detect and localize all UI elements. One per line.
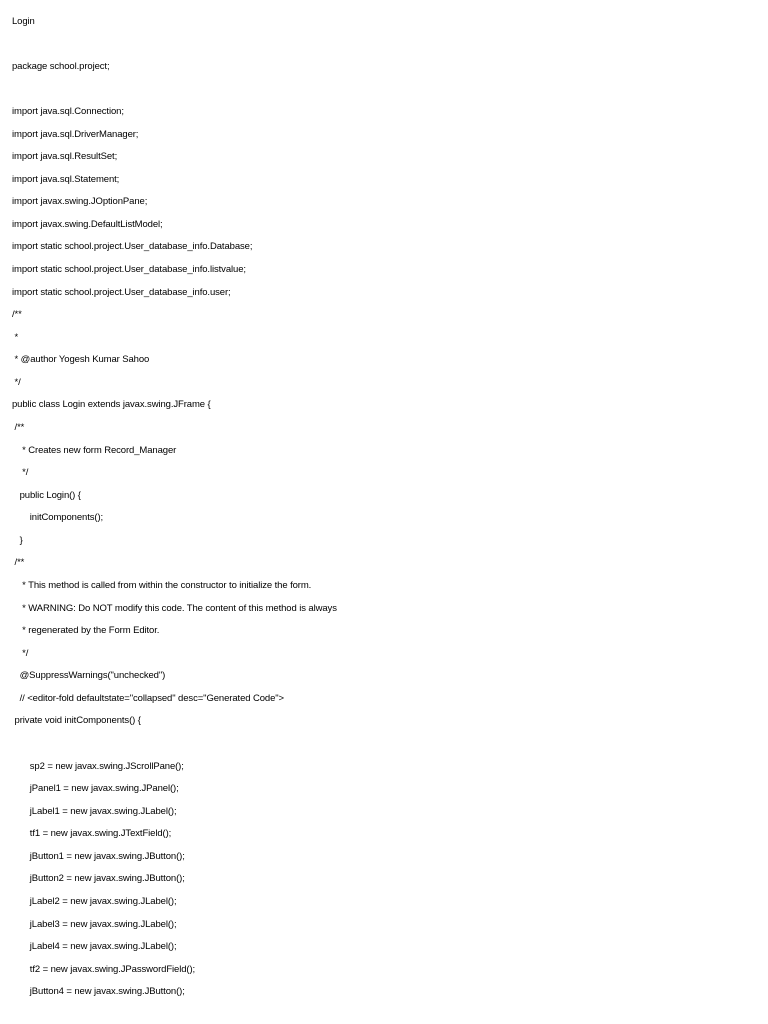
code-line: * regenerated by the Form Editor. bbox=[12, 625, 160, 636]
code-line: jPanel1 = new javax.swing.JPanel(); bbox=[12, 783, 179, 794]
code-line: jLabel2 = new javax.swing.JLabel(); bbox=[12, 896, 177, 907]
code-line: public class Login extends javax.swing.JFrame { bbox=[12, 399, 211, 410]
code-line: import static school.project.User_database_info.Database; bbox=[12, 241, 253, 252]
code-line: */ bbox=[12, 377, 21, 388]
code-line: package school.project; bbox=[12, 61, 110, 72]
code-line: tf2 = new javax.swing.JPasswordField(); bbox=[12, 964, 196, 975]
code-line: import java.sql.Connection; bbox=[12, 106, 124, 117]
code-line: initComponents(); bbox=[12, 512, 104, 523]
code-line: import java.sql.Statement; bbox=[12, 174, 120, 185]
code-line: import java.sql.ResultSet; bbox=[12, 151, 118, 162]
code-line: * WARNING: Do NOT modify this code. The content of this method is always bbox=[12, 603, 337, 614]
code-line: } bbox=[12, 535, 23, 546]
code-line: import javax.swing.DefaultListModel; bbox=[12, 219, 163, 230]
code-line: jButton4 = new javax.swing.JButton(); bbox=[12, 986, 185, 997]
code-line: */ bbox=[12, 648, 29, 659]
code-line: /** bbox=[12, 309, 22, 320]
code-line: jButton1 = new javax.swing.JButton(); bbox=[12, 851, 185, 862]
code-line: import java.sql.DriverManager; bbox=[12, 129, 139, 140]
code-line: tf1 = new javax.swing.JTextField(); bbox=[12, 828, 172, 839]
code-line: private void initComponents() { bbox=[12, 715, 141, 726]
code-line: @SuppressWarnings("unchecked") bbox=[12, 670, 166, 681]
code-line: import static school.project.User_database_info.listvalue; bbox=[12, 264, 246, 275]
code-line: public Login() { bbox=[12, 490, 81, 501]
document-title: Login bbox=[12, 16, 35, 27]
code-line: jLabel4 = new javax.swing.JLabel(); bbox=[12, 941, 177, 952]
code-line: import static school.project.User_database_info.user; bbox=[12, 287, 231, 298]
code-line: * Creates new form Record_Manager bbox=[12, 445, 177, 456]
code-line: jButton2 = new javax.swing.JButton(); bbox=[12, 873, 185, 884]
code-line: * bbox=[12, 332, 19, 343]
code-line: import javax.swing.JOptionPane; bbox=[12, 196, 148, 207]
code-line: * @author Yogesh Kumar Sahoo bbox=[12, 354, 150, 365]
code-line: /** bbox=[12, 557, 25, 568]
code-line: jLabel3 = new javax.swing.JLabel(); bbox=[12, 919, 177, 930]
code-line: /** bbox=[12, 422, 25, 433]
code-line: jLabel1 = new javax.swing.JLabel(); bbox=[12, 806, 177, 817]
code-line: // <editor-fold defaultstate="collapsed" desc="Generated Code"> bbox=[12, 693, 285, 704]
code-line: sp2 = new javax.swing.JScrollPane(); bbox=[12, 761, 184, 772]
code-line: */ bbox=[12, 467, 29, 478]
code-line: * This method is called from within the constructor to initialize the form. bbox=[12, 580, 312, 591]
